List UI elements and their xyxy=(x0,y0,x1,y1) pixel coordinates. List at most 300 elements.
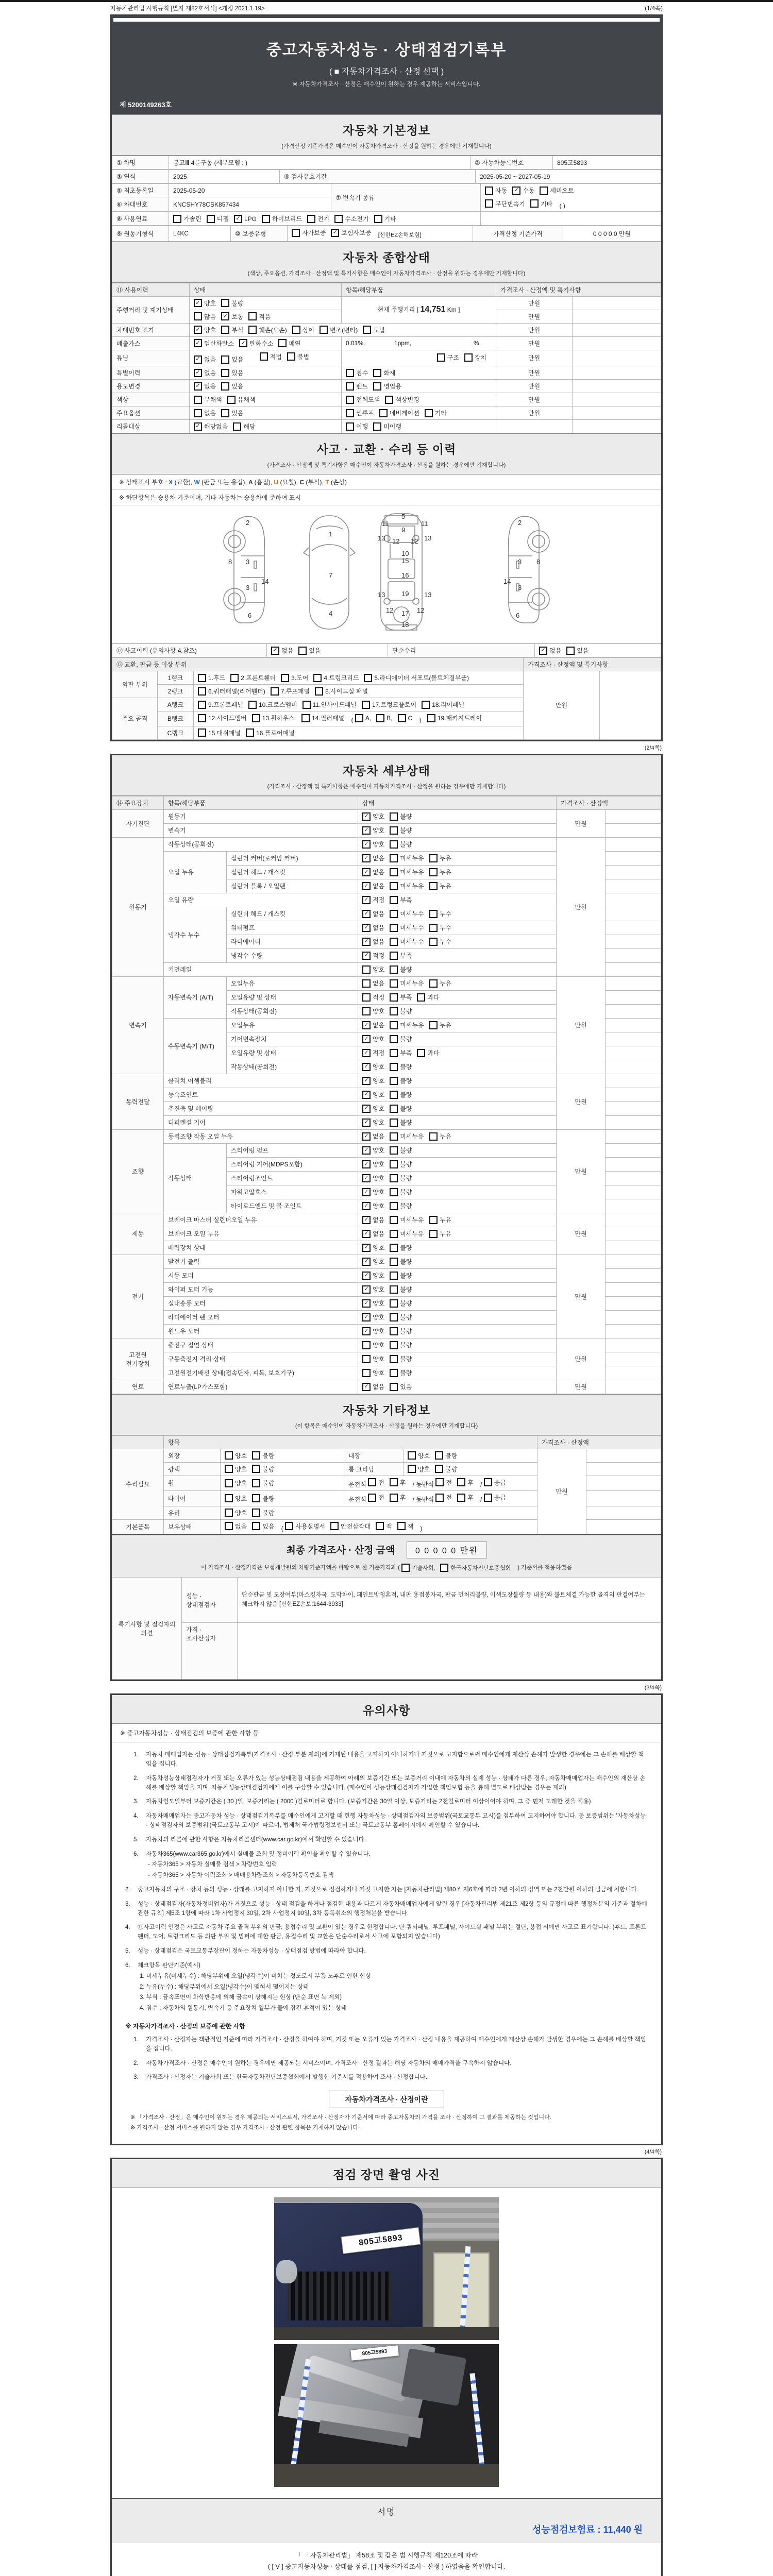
checkbox-box[interactable] xyxy=(429,1230,438,1238)
checkbox-box[interactable] xyxy=(198,701,206,709)
checkbox-box[interactable] xyxy=(390,1244,398,1252)
checkbox-색상변경[interactable] xyxy=(385,395,419,404)
checkbox-미세누유[interactable] xyxy=(390,1229,424,1238)
checkbox-불량[interactable] xyxy=(252,1451,274,1460)
checkbox-box[interactable]: ✓ xyxy=(362,1105,371,1113)
checkbox-box[interactable] xyxy=(260,352,268,361)
checkbox-box[interactable] xyxy=(390,1063,398,1071)
checkbox-없음[interactable] xyxy=(362,909,384,918)
checkbox-있음[interactable] xyxy=(390,1382,412,1391)
checkbox-미세누유[interactable] xyxy=(390,1215,424,1224)
checkbox-양호[interactable] xyxy=(194,326,216,334)
checkbox-box[interactable] xyxy=(540,187,548,195)
checkbox-양호[interactable] xyxy=(225,1509,247,1517)
checkbox-box[interactable] xyxy=(485,199,493,208)
checkbox-box[interactable] xyxy=(457,1494,465,1502)
checkbox-box[interactable] xyxy=(362,1369,371,1377)
checkbox-box[interactable] xyxy=(173,215,181,223)
checkbox-box[interactable]: ✓ xyxy=(362,1188,371,1196)
checkbox-양호[interactable] xyxy=(362,1368,384,1377)
checkbox-부족[interactable] xyxy=(390,951,412,960)
checkbox-영업용[interactable] xyxy=(373,382,401,391)
checkbox-box[interactable] xyxy=(429,938,438,946)
checkbox-box[interactable] xyxy=(429,868,438,876)
checkbox-해당없음[interactable] xyxy=(194,422,228,431)
checkbox-9.프론트패널[interactable] xyxy=(198,700,243,709)
checkbox-box[interactable] xyxy=(390,1299,398,1308)
checkbox-box[interactable]: ✓ xyxy=(221,312,229,320)
checkbox-후[interactable] xyxy=(390,1478,406,1487)
checkbox-불량[interactable] xyxy=(390,1299,412,1308)
checkbox-box[interactable] xyxy=(252,1465,260,1473)
checkbox-양호[interactable] xyxy=(362,1188,384,1196)
checkbox-한국자동차진단보증협회[interactable] xyxy=(440,1564,511,1572)
checkbox-불량[interactable] xyxy=(390,1076,412,1085)
checkbox-box[interactable] xyxy=(281,674,289,682)
checkbox-box[interactable] xyxy=(292,326,300,334)
checkbox-box[interactable] xyxy=(397,1522,406,1530)
checkbox-box[interactable] xyxy=(390,965,398,974)
checkbox-box[interactable] xyxy=(346,422,354,431)
checkbox-이행[interactable] xyxy=(346,422,368,431)
checkbox-없음[interactable] xyxy=(194,355,216,364)
checkbox-A,[interactable] xyxy=(355,714,371,722)
checkbox-불량[interactable] xyxy=(252,1465,274,1473)
checkbox-box[interactable]: ✓ xyxy=(362,812,371,821)
checkbox-box[interactable]: ✓ xyxy=(362,1258,371,1266)
checkbox-미세누수[interactable] xyxy=(390,909,424,918)
checkbox-box[interactable] xyxy=(408,1465,416,1473)
checkbox-수소전기[interactable] xyxy=(334,214,368,223)
checkbox-box[interactable] xyxy=(198,687,206,696)
checkbox-box[interactable] xyxy=(390,1146,398,1155)
checkbox-많음[interactable] xyxy=(194,312,216,321)
checkbox-box[interactable] xyxy=(390,910,398,918)
checkbox-전[interactable] xyxy=(368,1478,384,1487)
checkbox-box[interactable]: ✓ xyxy=(271,647,279,655)
checkbox-불법[interactable] xyxy=(287,352,309,361)
checkbox-썬루프[interactable] xyxy=(346,409,374,417)
checkbox-없음[interactable] xyxy=(539,646,561,655)
checkbox-해당[interactable] xyxy=(233,422,255,431)
checkbox-불량[interactable] xyxy=(390,840,412,849)
checkbox-후[interactable] xyxy=(457,1493,474,1502)
checkbox-box[interactable] xyxy=(221,355,229,364)
checkbox-전[interactable] xyxy=(435,1478,452,1487)
checkbox-box[interactable] xyxy=(390,1494,398,1502)
checkbox-누유[interactable] xyxy=(429,868,451,876)
checkbox-box[interactable] xyxy=(292,229,300,237)
checkbox-box[interactable] xyxy=(271,687,279,696)
checkbox-있음[interactable] xyxy=(298,646,321,655)
checkbox-box[interactable] xyxy=(429,910,438,918)
pillar-panel-checkbox[interactable] xyxy=(301,714,310,722)
checkbox-box[interactable]: ✓ xyxy=(239,339,247,347)
checkbox-7.루프패널[interactable] xyxy=(271,687,310,696)
checkbox-없음[interactable] xyxy=(194,409,216,417)
checkbox-box[interactable] xyxy=(390,1327,398,1335)
checkbox-3.도어[interactable] xyxy=(281,673,308,682)
checkbox-불량[interactable] xyxy=(390,1007,412,1015)
checkbox-렌트[interactable] xyxy=(346,382,368,391)
checkbox-box[interactable] xyxy=(390,812,398,821)
checkbox-box[interactable] xyxy=(457,1478,465,1486)
checkbox-있음[interactable] xyxy=(221,382,243,391)
checkbox-box[interactable] xyxy=(252,1494,260,1502)
checkbox-없음[interactable] xyxy=(271,646,293,655)
checkbox-box[interactable] xyxy=(221,326,229,334)
checkbox-보험사보증[interactable] xyxy=(331,228,371,237)
checkbox-box[interactable]: ✓ xyxy=(362,868,371,876)
checkbox-box[interactable] xyxy=(362,1007,371,1015)
checkbox-전기[interactable] xyxy=(307,214,329,223)
checkbox-box[interactable] xyxy=(262,215,270,223)
checkbox-불량[interactable] xyxy=(390,1368,412,1377)
checkbox-불량[interactable] xyxy=(390,1313,412,1321)
checkbox-box[interactable] xyxy=(385,396,393,404)
checkbox-13.휠하우스[interactable] xyxy=(252,714,295,722)
checkbox-box[interactable] xyxy=(390,1105,398,1113)
checkbox-누유[interactable] xyxy=(429,854,451,862)
checkbox-세미오토[interactable] xyxy=(540,186,574,195)
checkbox-도말[interactable] xyxy=(363,326,385,334)
checkbox-box[interactable]: ✓ xyxy=(194,299,202,307)
checkbox-box[interactable] xyxy=(390,896,398,904)
checkbox-적정[interactable] xyxy=(362,895,384,904)
checkbox-box[interactable] xyxy=(530,199,539,208)
checkbox-box[interactable] xyxy=(320,326,328,334)
checkbox-10.크로스멤버[interactable] xyxy=(248,700,297,709)
checkbox-box[interactable] xyxy=(464,353,473,362)
checkbox-box[interactable] xyxy=(390,1160,398,1168)
checkbox-box[interactable] xyxy=(401,1564,410,1572)
checkbox-box[interactable]: ✓ xyxy=(362,1118,371,1127)
checkbox-box[interactable]: ✓ xyxy=(362,1049,371,1057)
checkbox-box[interactable] xyxy=(221,409,229,417)
checkbox-불량[interactable] xyxy=(390,1146,412,1155)
checkbox-box[interactable] xyxy=(417,993,425,1002)
checkbox-box[interactable] xyxy=(390,924,398,932)
checkbox-없음[interactable] xyxy=(362,1215,384,1224)
checkbox-box[interactable]: ✓ xyxy=(194,369,202,377)
checkbox-불량[interactable] xyxy=(252,1479,274,1487)
checkbox-양호[interactable] xyxy=(194,299,216,308)
checkbox-box[interactable]: ✓ xyxy=(234,215,242,223)
checkbox-8.사이드실 패널[interactable] xyxy=(315,687,368,696)
checkbox-없음[interactable] xyxy=(225,1522,247,1531)
checkbox-box[interactable]: ✓ xyxy=(331,229,339,237)
checkbox-box[interactable] xyxy=(362,979,371,988)
checkbox-전체도색[interactable] xyxy=(346,395,380,404)
checkbox-1.후드[interactable] xyxy=(198,673,225,682)
checkbox-없음[interactable] xyxy=(194,368,216,377)
checkbox-양호[interactable] xyxy=(362,1035,384,1043)
checkbox-양호[interactable] xyxy=(362,1243,384,1252)
checkbox-양호[interactable] xyxy=(408,1451,430,1460)
checkbox-box[interactable]: ✓ xyxy=(362,1021,371,1029)
checkbox-양호[interactable] xyxy=(225,1479,247,1487)
checkbox-양호[interactable] xyxy=(362,1257,384,1266)
checkbox-불량[interactable] xyxy=(390,1104,412,1113)
checkbox-기타[interactable] xyxy=(530,199,552,208)
checkbox-불량[interactable] xyxy=(390,1188,412,1196)
checkbox-18.리어패널[interactable] xyxy=(422,700,464,709)
checkbox-box[interactable] xyxy=(364,674,372,682)
checkbox-box[interactable]: ✓ xyxy=(362,952,371,960)
checkbox-box[interactable] xyxy=(390,1369,398,1377)
checkbox-box[interactable]: ✓ xyxy=(362,1230,371,1238)
checkbox-box[interactable] xyxy=(198,728,206,737)
checkbox-box[interactable] xyxy=(307,215,315,223)
checkbox-box[interactable] xyxy=(362,1341,371,1349)
checkbox-box[interactable]: ✓ xyxy=(362,1174,371,1182)
checkbox-box[interactable]: ✓ xyxy=(362,1299,371,1308)
checkbox-불량[interactable] xyxy=(390,1327,412,1335)
checkbox-양호[interactable] xyxy=(362,1062,384,1071)
checkbox-box[interactable] xyxy=(346,382,354,391)
checkbox-양호[interactable] xyxy=(362,1076,384,1085)
checkbox-잭[interactable] xyxy=(397,1522,414,1531)
checkbox-양호[interactable] xyxy=(362,1285,384,1294)
checkbox-box[interactable] xyxy=(346,409,354,417)
checkbox-전[interactable] xyxy=(368,1493,384,1502)
checkbox-box[interactable]: ✓ xyxy=(512,187,520,195)
checkbox-양호[interactable] xyxy=(362,965,384,974)
checkbox-box[interactable] xyxy=(207,215,215,223)
checkbox-안전삼각대[interactable] xyxy=(330,1522,371,1531)
checkbox-불량[interactable] xyxy=(252,1494,274,1503)
checkbox-양호[interactable] xyxy=(362,1354,384,1363)
checkbox-box[interactable] xyxy=(225,1451,233,1460)
checkbox-box[interactable] xyxy=(485,187,493,195)
checkbox-부족[interactable] xyxy=(390,993,412,1002)
checkbox-box[interactable] xyxy=(221,382,229,391)
checkbox-box[interactable] xyxy=(362,701,370,709)
checkbox-구조[interactable] xyxy=(437,353,459,362)
checkbox-box[interactable] xyxy=(198,714,206,722)
checkbox-불량[interactable] xyxy=(390,812,412,821)
checkbox-box[interactable]: ✓ xyxy=(362,1216,371,1224)
checkbox-box[interactable] xyxy=(390,1383,398,1391)
checkbox-box[interactable] xyxy=(390,854,398,862)
checkbox-box[interactable] xyxy=(435,1478,444,1486)
checkbox-box[interactable] xyxy=(390,1091,398,1099)
checkbox-디젤[interactable] xyxy=(207,214,229,223)
checkbox-box[interactable] xyxy=(346,396,354,404)
checkbox-box[interactable] xyxy=(398,714,406,722)
checkbox-불량[interactable] xyxy=(221,299,243,308)
checkbox-양호[interactable] xyxy=(362,1090,384,1099)
checkbox-box[interactable] xyxy=(390,1132,398,1141)
checkbox-11.인사이드패널[interactable] xyxy=(303,700,357,709)
checkbox-불량[interactable] xyxy=(435,1465,457,1473)
checkbox-양호[interactable] xyxy=(225,1465,247,1473)
checkbox-box[interactable] xyxy=(484,1494,492,1502)
checkbox-box[interactable] xyxy=(390,938,398,946)
checkbox-box[interactable]: ✓ xyxy=(194,382,202,391)
checkbox-5.라디에이터 서포트(볼트체결부품)[interactable] xyxy=(364,673,469,682)
checkbox-잭[interactable] xyxy=(376,1522,392,1531)
checkbox-box[interactable]: ✓ xyxy=(362,896,371,904)
checkbox-누유[interactable] xyxy=(429,1021,451,1029)
checkbox-불량[interactable] xyxy=(390,1174,412,1182)
checkbox-상이[interactable] xyxy=(292,326,314,334)
checkbox-box[interactable] xyxy=(390,1021,398,1029)
checkbox-box[interactable]: ✓ xyxy=(362,938,371,946)
checkbox-적정[interactable] xyxy=(362,951,384,960)
checkbox-없음[interactable] xyxy=(194,382,216,391)
checkbox-box[interactable] xyxy=(429,1132,438,1141)
checkbox-box[interactable] xyxy=(390,1118,398,1127)
checkbox-box[interactable] xyxy=(484,1478,492,1486)
checkbox-box[interactable]: ✓ xyxy=(362,1285,371,1294)
checkbox-box[interactable] xyxy=(390,1285,398,1294)
checkbox-전[interactable] xyxy=(435,1493,452,1502)
checkbox-box[interactable] xyxy=(287,352,295,361)
checkbox-15.대쉬패널[interactable] xyxy=(198,728,241,737)
checkbox-B,[interactable] xyxy=(376,714,392,722)
checkbox-box[interactable] xyxy=(390,826,398,835)
checkbox-box[interactable]: ✓ xyxy=(362,1327,371,1335)
checkbox-불량[interactable] xyxy=(390,1285,412,1294)
checkbox-box[interactable] xyxy=(225,1465,233,1473)
checkbox-17.트렁크플로어[interactable] xyxy=(362,700,416,709)
checkbox-box[interactable] xyxy=(390,1313,398,1321)
checkbox-불량[interactable] xyxy=(390,1090,412,1099)
checkbox-양호[interactable] xyxy=(362,1104,384,1113)
checkbox-16.플로어패널[interactable] xyxy=(246,728,295,737)
checkbox-양호[interactable] xyxy=(362,1313,384,1321)
checkbox-후[interactable] xyxy=(390,1493,406,1502)
checkbox-box[interactable] xyxy=(390,1258,398,1266)
checkbox-양호[interactable] xyxy=(362,1174,384,1182)
checkbox-box[interactable] xyxy=(230,674,239,682)
checkbox-미세누유[interactable] xyxy=(390,1132,424,1141)
checkbox-box[interactable] xyxy=(368,1478,376,1486)
checkbox-매연[interactable] xyxy=(278,339,300,348)
pillar-panel-group[interactable] xyxy=(301,714,344,722)
checkbox-수동[interactable] xyxy=(512,186,534,195)
checkbox-양호[interactable] xyxy=(362,840,384,849)
checkbox-적정[interactable] xyxy=(362,993,384,1002)
checkbox-양호[interactable] xyxy=(362,1118,384,1127)
checkbox-없음[interactable] xyxy=(362,923,384,932)
checkbox-하이브리드[interactable] xyxy=(262,214,302,223)
checkbox-양호[interactable] xyxy=(408,1465,430,1473)
checkbox-box[interactable]: ✓ xyxy=(362,924,371,932)
checkbox-양호[interactable] xyxy=(362,1201,384,1210)
checkbox-box[interactable] xyxy=(233,422,241,431)
checkbox-있음[interactable] xyxy=(566,646,589,655)
checkbox-불량[interactable] xyxy=(390,1062,412,1071)
checkbox-적법[interactable] xyxy=(260,352,282,361)
checkbox-없음[interactable] xyxy=(362,979,384,988)
checkbox-box[interactable] xyxy=(334,215,343,223)
checkbox-box[interactable] xyxy=(390,1216,398,1224)
checkbox-box[interactable] xyxy=(248,701,257,709)
checkbox-없음[interactable] xyxy=(362,868,384,876)
checkbox-기타[interactable] xyxy=(425,409,447,417)
checkbox-box[interactable] xyxy=(194,312,202,320)
checkbox-box[interactable] xyxy=(252,1509,260,1517)
checkbox-box[interactable] xyxy=(390,979,398,988)
checkbox-4.트렁크리드[interactable] xyxy=(313,673,359,682)
checkbox-장치[interactable] xyxy=(464,353,486,362)
checkbox-무채색[interactable] xyxy=(194,395,222,404)
checkbox-box[interactable] xyxy=(429,924,438,932)
checkbox-양호[interactable] xyxy=(362,1007,384,1015)
checkbox-box[interactable] xyxy=(298,647,307,655)
checkbox-box[interactable] xyxy=(373,369,381,377)
checkbox-미세누유[interactable] xyxy=(390,868,424,876)
checkbox-네비게이션[interactable] xyxy=(379,409,419,417)
checkbox-불량[interactable] xyxy=(390,826,412,835)
checkbox-box[interactable] xyxy=(225,1509,233,1517)
checkbox-box[interactable] xyxy=(315,687,323,696)
checkbox-box[interactable] xyxy=(390,882,398,890)
checkbox-box[interactable] xyxy=(429,1216,438,1224)
checkbox-box[interactable] xyxy=(390,993,398,1002)
checkbox-box[interactable] xyxy=(429,1021,438,1029)
checkbox-양호[interactable] xyxy=(362,1146,384,1155)
checkbox-과다[interactable] xyxy=(417,993,439,1002)
checkbox-box[interactable]: ✓ xyxy=(362,1160,371,1168)
checkbox-box[interactable] xyxy=(221,299,229,307)
checkbox-box[interactable] xyxy=(390,1202,398,1210)
checkbox-box[interactable] xyxy=(390,1174,398,1182)
checkbox-box[interactable] xyxy=(390,1049,398,1057)
checkbox-box[interactable] xyxy=(278,339,287,347)
checkbox-box[interactable] xyxy=(313,674,322,682)
checkbox-미세누수[interactable] xyxy=(390,937,424,946)
checkbox-누유[interactable] xyxy=(429,979,451,988)
checkbox-box[interactable] xyxy=(362,993,371,1002)
checkbox-없음[interactable] xyxy=(362,1132,384,1141)
checkbox-있음[interactable] xyxy=(252,1522,274,1531)
checkbox-box[interactable] xyxy=(390,868,398,876)
checkbox-양호[interactable] xyxy=(362,812,384,821)
checkbox-보통[interactable] xyxy=(221,312,243,321)
checkbox-box[interactable] xyxy=(429,882,438,890)
checkbox-box[interactable] xyxy=(429,854,438,862)
checkbox-LPG[interactable] xyxy=(234,215,257,223)
checkbox-box[interactable] xyxy=(252,1479,260,1487)
checkbox-box[interactable]: ✓ xyxy=(362,1313,371,1321)
checkbox-부족[interactable] xyxy=(390,895,412,904)
checkbox-미세누수[interactable] xyxy=(390,923,424,932)
checkbox-box[interactable] xyxy=(427,714,435,722)
checkbox-과다[interactable] xyxy=(417,1048,439,1057)
checkbox-box[interactable]: ✓ xyxy=(539,647,547,655)
checkbox-C[interactable] xyxy=(398,714,413,722)
checkbox-없음[interactable] xyxy=(362,882,384,890)
checkbox-훼손(오손)[interactable] xyxy=(248,326,287,334)
checkbox-양호[interactable] xyxy=(362,1341,384,1349)
checkbox-box[interactable] xyxy=(408,1451,416,1460)
checkbox-있음[interactable] xyxy=(221,368,243,377)
checkbox-box[interactable]: ✓ xyxy=(362,1077,371,1085)
checkbox-box[interactable]: ✓ xyxy=(194,339,202,347)
checkbox-box[interactable] xyxy=(368,1494,376,1502)
checkbox-box[interactable]: ✓ xyxy=(362,1035,371,1043)
checkbox-box[interactable] xyxy=(194,396,202,404)
checkbox-box[interactable]: ✓ xyxy=(362,1132,371,1141)
checkbox-box[interactable] xyxy=(390,1355,398,1363)
checkbox-불량[interactable] xyxy=(435,1451,457,1460)
checkbox-없음[interactable] xyxy=(362,1021,384,1029)
checkbox-box[interactable] xyxy=(227,396,236,404)
checkbox-자동[interactable] xyxy=(485,186,507,195)
